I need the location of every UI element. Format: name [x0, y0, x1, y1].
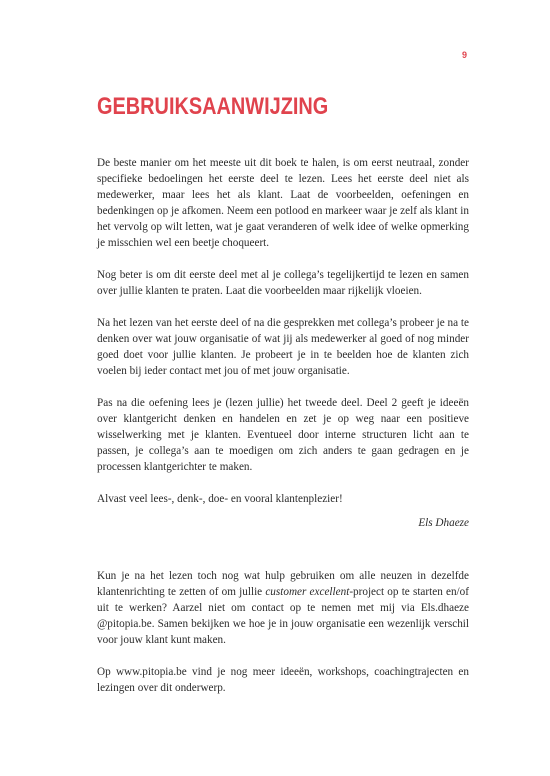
contact-section: [97, 568, 469, 712]
paragraph-2: Nog beter is om dit eerste deel met al je collega’s tegelijkertijd te lezen en samen over jullie klanten te praten. Laat die voorbeelden maar rijkelijk vloeien.: [97, 269, 469, 297]
contact-text-end: -project op te starten en/of uit te werken? Aarzel niet om contact op te nemen met mij via Els.dhaeze @pitopia.be. Samen bekijken we hoe je in jouw organisatie een wezenlijk verschil voor jouw klant kunt maken.: [97, 586, 469, 646]
paragraph-1: De beste manier om het meeste uit dit boek te halen, is om eerst neutraal, zonder specifieke bedoelingen het eerste deel te lezen. Lees het eerste deel niet als medewerker, maar lees het als klant. Laat de voorbeelden, oefeningen en bedenkingen op je afkomen. Neem een potlood en markeer waar je zelf als klant in het vervolg op wilt letten, wat je gaat veranderen of welk idee of welke opmerking je misschien wel een beetje choqueert.: [97, 157, 469, 249]
paragraph-4: Pas na die oefening lees je (lezen jullie) het tweede deel. Deel 2 geeft je ideeën over klantgericht denken en handelen en zet je op weg naar een positieve wisselwerking met je klanten. Eventueel door interne structuren licht aan te passen, je collega’s aan te moedigen om zich anders te gaan gedragen en je processen klantgerichter te maken.: [97, 397, 469, 473]
paragraph-3: Na het lezen van het eerste deel of na die gesprekken met collega’s probeer je na te denken over wat jouw organisatie of wat jij als medewerker al goed of nog minder goed doet voor jullie klanten. Je probeert je in te beelden hoe de klanten zich voelen bij ieder contact met jou of met jouw organisatie.: [97, 317, 469, 377]
contact-text-start: Kun je na het lezen toch nog wat hulp gebruiken om alle neuzen in dezelfde klantenrichting te zetten of om jullie: [97, 570, 469, 598]
page-title: GEBRUIKSAANWIJZING: [97, 93, 329, 120]
contact-text-italic: customer excellent: [265, 586, 350, 598]
paragraph-5: Alvast veel lees-, denk-, doe- en vooral klantenplezier!: [97, 493, 343, 505]
website-paragraph: Op www.pitopia.be vind je nog meer ideeën, workshops, coachingtrajecten en lezingen over dit onderwerp.: [97, 666, 469, 694]
contact-paragraph: [97, 568, 469, 648]
intro-section: [97, 155, 469, 531]
author-signature: Els Dhaeze: [418, 517, 469, 529]
page-number: 9: [462, 50, 468, 60]
